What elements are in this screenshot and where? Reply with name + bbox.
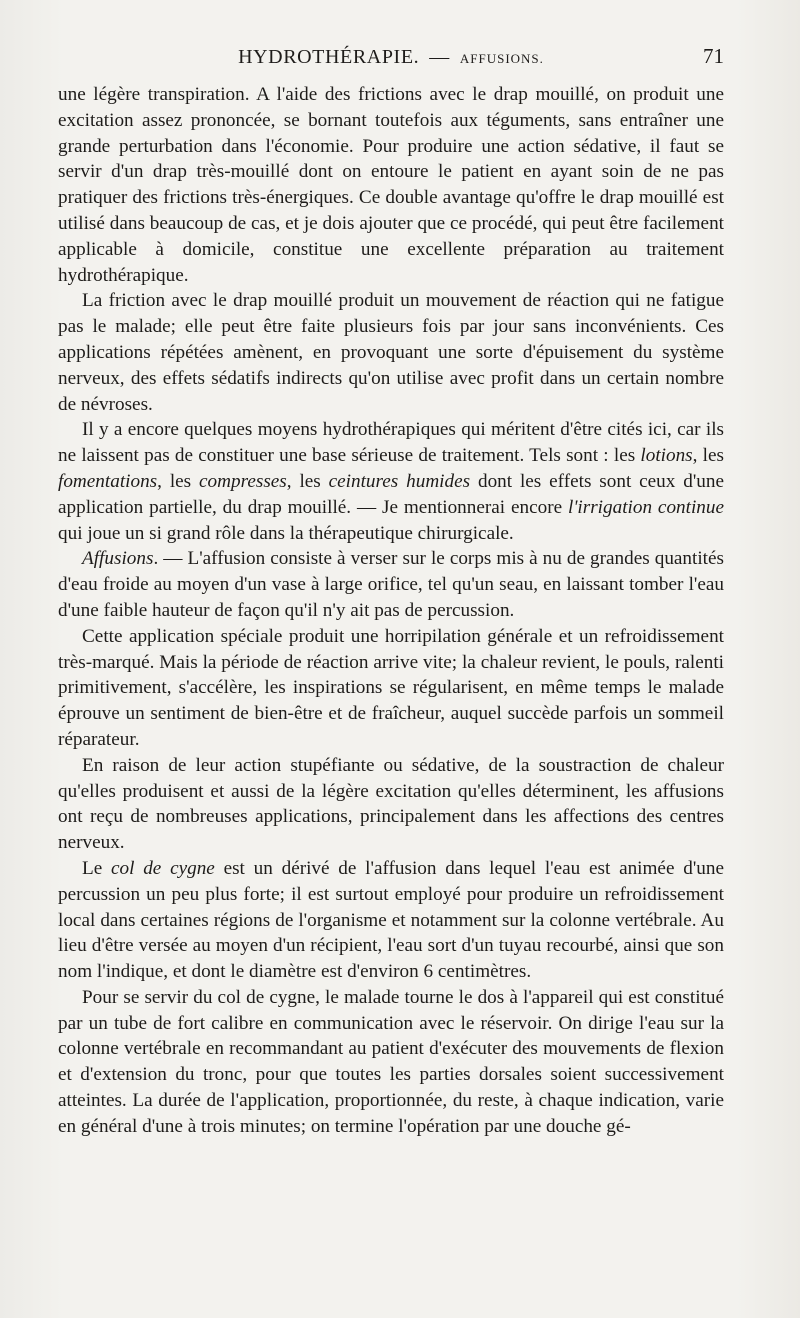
running-head xyxy=(238,46,544,69)
running-head-separator: — xyxy=(429,46,450,68)
paragraph xyxy=(58,417,724,546)
text-run: Il y a encore quelques moyens hydrothérapiques qui méritent d'être cités ici, car ils ne laissent pas de constituer une base sérieuse de traitement. Tels sont : les xyxy=(58,419,724,467)
running-head-title: HYDROTHÉRAPIE. xyxy=(238,46,420,68)
italic-term: lotions xyxy=(640,445,693,467)
italic-term: fomentations xyxy=(58,470,158,492)
paragraph xyxy=(58,985,724,1140)
text-run: Le xyxy=(82,857,111,879)
text-run: , les xyxy=(286,470,329,492)
paragraph xyxy=(58,546,724,623)
text-run: , les xyxy=(692,445,724,467)
paragraph xyxy=(58,288,724,417)
text-run: qui joue un si grand rôle dans la thérapeutique chirurgicale. xyxy=(58,522,514,544)
text-run: Pour se servir du col de cygne, le malade tourne le dos à l'appareil qui est constitué par un tube de fort calibre en communication avec le réservoir. On dirige l'eau sur la colonne vertébrale en recommandant au patient d'exécuter des mouvements de flexion et d'extension du tronc, pour que toutes les parties dorsales soient successivement atteintes. La durée de l'application, proportionnée, du reste, à chaque indication, varie en général d'une à trois minutes; on termine l'opération par une douche gé- xyxy=(58,986,724,1137)
italic-term: l'irrigation continue xyxy=(567,496,724,518)
text-run: , les xyxy=(157,470,200,492)
paragraph xyxy=(58,753,724,856)
paragraph xyxy=(58,82,724,288)
italic-term: compresses xyxy=(199,470,287,492)
italic-term: Affusions xyxy=(82,548,154,570)
paragraph xyxy=(58,624,724,753)
text-run: En raison de leur action stupéfiante ou sédative, de la soustraction de chaleur qu'elles produisent et aussi de la légère excitation qu'elles déterminent, les affusions ont reçu de nombreuses applications, principalement dans les affections des centres nerveux. xyxy=(58,754,724,854)
paragraph xyxy=(58,856,724,985)
text-run: Cette application spéciale produit une horripilation générale et un refroidissement très-marqué. Mais la période de réaction arrive vite; la chaleur revient, le pouls, ralenti primitivement, s'accélère, les inspirations se régularisent, en même temps le malade éprouve un sentiment de bien-être et de fraîcheur, auquel succède parfois un sommeil réparateur. xyxy=(58,625,724,750)
running-head-subtitle: AFFUSIONS. xyxy=(459,51,544,66)
page-number: 71 xyxy=(703,44,724,68)
page-header xyxy=(58,46,724,78)
text-run: La friction avec le drap mouillé produit un mouvement de réaction qui ne fatigue pas le malade; elle peut être faite plusieurs fois par jour sans inconvénients. Ces applications répétées amènent, en provoquant une sorte d'épuisement du système nerveux, des effets sédatifs indirects qu'on utilise avec profit dans un certain nombre de névroses. xyxy=(58,290,724,415)
body-text xyxy=(58,82,724,1140)
italic-term: col de cygne xyxy=(111,857,215,879)
text-run: une légère transpiration. A l'aide des frictions avec le drap mouillé, on produit une excitation assez prononcée, se bornant toutefois aux téguments, sans entraîner une grande perturbation dans l'économie. Pour produire une action sédative, il faut se servir d'un drap très-mouillé dont on entoure le patient en ayant soin de ne pas pratiquer des frictions très-énergiques. Ce double avantage qu'offre le drap mouillé est utilisé dans beaucoup de cas, et je dois ajouter que ce procédé, qui peut être facilement applicable à domicile, constitue une excellente préparation au traitement hydrothérapique. xyxy=(58,84,724,286)
text-run: dont les effets sont ceux d'une application partielle, du drap mouillé. — Je mentionnerai encore xyxy=(58,470,724,518)
italic-term: ceintures humides xyxy=(328,470,471,492)
text-run: . — L'affusion consiste à verser sur le corps mis à nu de grandes quantités d'eau froide au moyen d'un vase à large orifice, tel qu'un seau, en laissant tomber l'eau d'une faible hauteur de façon qu'il n'y ait pas de percussion. xyxy=(58,548,724,621)
text-run: est un dérivé de l'affusion dans lequel l'eau est animée d'une percussion un peu plus forte; il est surtout employé pour produire un refroidissement local dans certaines régions de l'organisme et notamment sur la colonne vertébrale. Au lieu d'être versée au moyen d'un récipient, l'eau sort d'un tuyau recourbé, ainsi que son nom l'indique, et dont le diamètre est d'environ 6 centimètres. xyxy=(58,857,724,983)
